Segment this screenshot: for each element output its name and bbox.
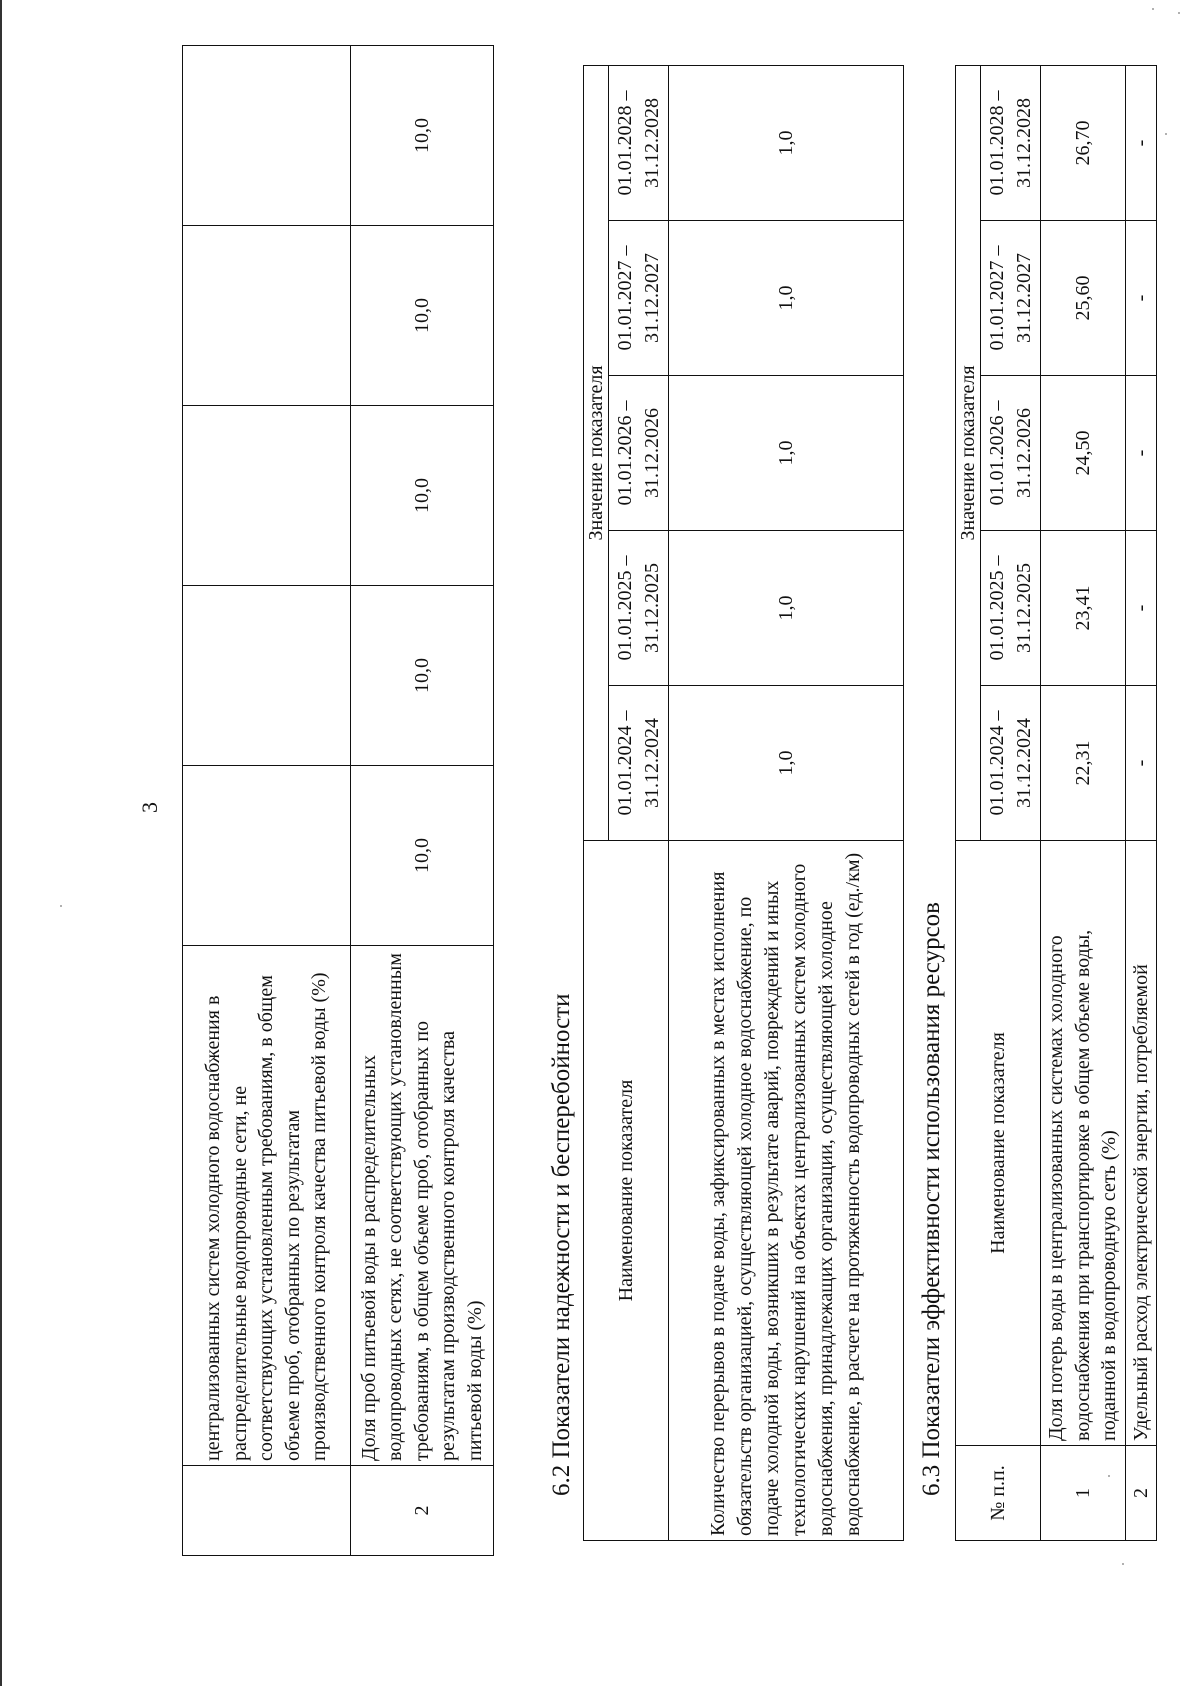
num-column-header: № п.п. bbox=[956, 1446, 1041, 1541]
period-header: 01.01.2024 – 31.12.2024 bbox=[981, 686, 1041, 841]
value-cell bbox=[183, 406, 351, 586]
period-header: 01.01.2027 – 31.12.2027 bbox=[981, 221, 1041, 376]
value-cell: 26,70 bbox=[1041, 65, 1126, 220]
value-cell: - bbox=[1125, 376, 1157, 531]
indicator-name: Количество перерывов в подаче воды, зафиксированных в местах исполнения обязательств организацией, осуществляющей холодное водоснабжение, по подаче холодной воды, возникших в результате аварий, повреждений и иных технологических нарушений на объектах централизованных систем холодного водоснабжения, принадлежащих организации, осуществляющей холодное водоснабжение, в расчете на протяженность водопроводных сетей в год (ед./км) bbox=[669, 841, 904, 1541]
period-header: 01.01.2025 – 31.12.2025 bbox=[981, 531, 1041, 686]
indicator-name: Доля проб питьевой воды в распределительных водопроводных сетях, не соответствующих установленным требованиям, в общем объеме проб, отобранных по результатам производственного контроля качества питьевой воды (%) bbox=[351, 946, 494, 1466]
value-cell: 10,0 bbox=[351, 586, 494, 766]
section-heading-6-3: 6.3 Показатели эффективности использования ресурсов bbox=[918, 902, 945, 1496]
table-header-row bbox=[584, 65, 609, 1540]
value-cell: - bbox=[1125, 531, 1157, 686]
quality-table bbox=[182, 45, 494, 1556]
value-cell: 1,0 bbox=[669, 686, 904, 841]
value-cell bbox=[183, 586, 351, 766]
value-cell: 24,50 bbox=[1041, 376, 1126, 531]
period-header: 01.01.2028 – 31.12.2028 bbox=[981, 65, 1041, 220]
period-header: 01.01.2028 – 31.12.2028 bbox=[609, 65, 669, 220]
value-cell: 1,0 bbox=[669, 221, 904, 376]
period-header: 01.01.2025 – 31.12.2025 bbox=[609, 531, 669, 686]
value-cell: - bbox=[1125, 221, 1157, 376]
period-header: 01.01.2027 – 31.12.2027 bbox=[609, 221, 669, 376]
value-cell: 23,41 bbox=[1041, 531, 1126, 686]
value-cell: 1,0 bbox=[669, 65, 904, 220]
period-header: 01.01.2026 – 31.12.2026 bbox=[981, 376, 1041, 531]
row-number: 1 bbox=[1041, 1446, 1126, 1541]
table-row bbox=[183, 46, 351, 1556]
indicator-name: Удельный расход электрической энергии, потребляемой bbox=[1125, 841, 1157, 1446]
period-header: 01.01.2024 – 31.12.2024 bbox=[609, 686, 669, 841]
row-number: 2 bbox=[351, 1466, 494, 1556]
value-cell: 10,0 bbox=[351, 766, 494, 946]
value-cell: 10,0 bbox=[351, 406, 494, 586]
table-row bbox=[669, 65, 904, 1540]
value-cell: 10,0 bbox=[351, 46, 494, 226]
value-cell bbox=[183, 226, 351, 406]
row-number bbox=[183, 1466, 351, 1556]
row-number: 2 bbox=[1125, 1446, 1157, 1541]
period-header: 01.01.2026 – 31.12.2026 bbox=[609, 376, 669, 531]
table-row bbox=[351, 46, 494, 1556]
resource-efficiency-table bbox=[955, 65, 1157, 1541]
table-header-row bbox=[956, 65, 981, 1540]
table-row bbox=[1125, 65, 1157, 1540]
page-number: 3 bbox=[137, 802, 162, 813]
reliability-table bbox=[583, 65, 904, 1541]
name-column-header: Наименование показателя bbox=[956, 841, 1041, 1446]
indicator-name: Доля потерь воды в централизованных системах холодного водоснабжения при транспортировке в общем объеме воды, поданной в водопроводную сеть (%) bbox=[1041, 841, 1126, 1446]
value-column-header: Значение показателя bbox=[584, 65, 609, 840]
value-cell: 10,0 bbox=[351, 226, 494, 406]
value-cell: 22,31 bbox=[1041, 686, 1126, 841]
section-heading-6-2: 6.2 Показатели надежности и бесперебойности bbox=[548, 993, 575, 1496]
indicator-name: централизованных систем холодного водоснабжения в распределительные водопроводные сети, не соответствующих установленным требованиям, в общем объеме проб, отобранных по результатам производственного контроля качества питьевой воды (%) bbox=[183, 946, 351, 1466]
value-cell: - bbox=[1125, 65, 1157, 220]
value-cell: 25,60 bbox=[1041, 221, 1126, 376]
value-cell: - bbox=[1125, 686, 1157, 841]
value-column-header: Значение показателя bbox=[956, 65, 981, 840]
name-column-header: Наименование показателя bbox=[584, 841, 669, 1541]
value-cell bbox=[183, 766, 351, 946]
value-cell: 1,0 bbox=[669, 376, 904, 531]
value-cell bbox=[183, 46, 351, 226]
value-cell: 1,0 bbox=[669, 531, 904, 686]
table-row bbox=[1041, 65, 1126, 1540]
